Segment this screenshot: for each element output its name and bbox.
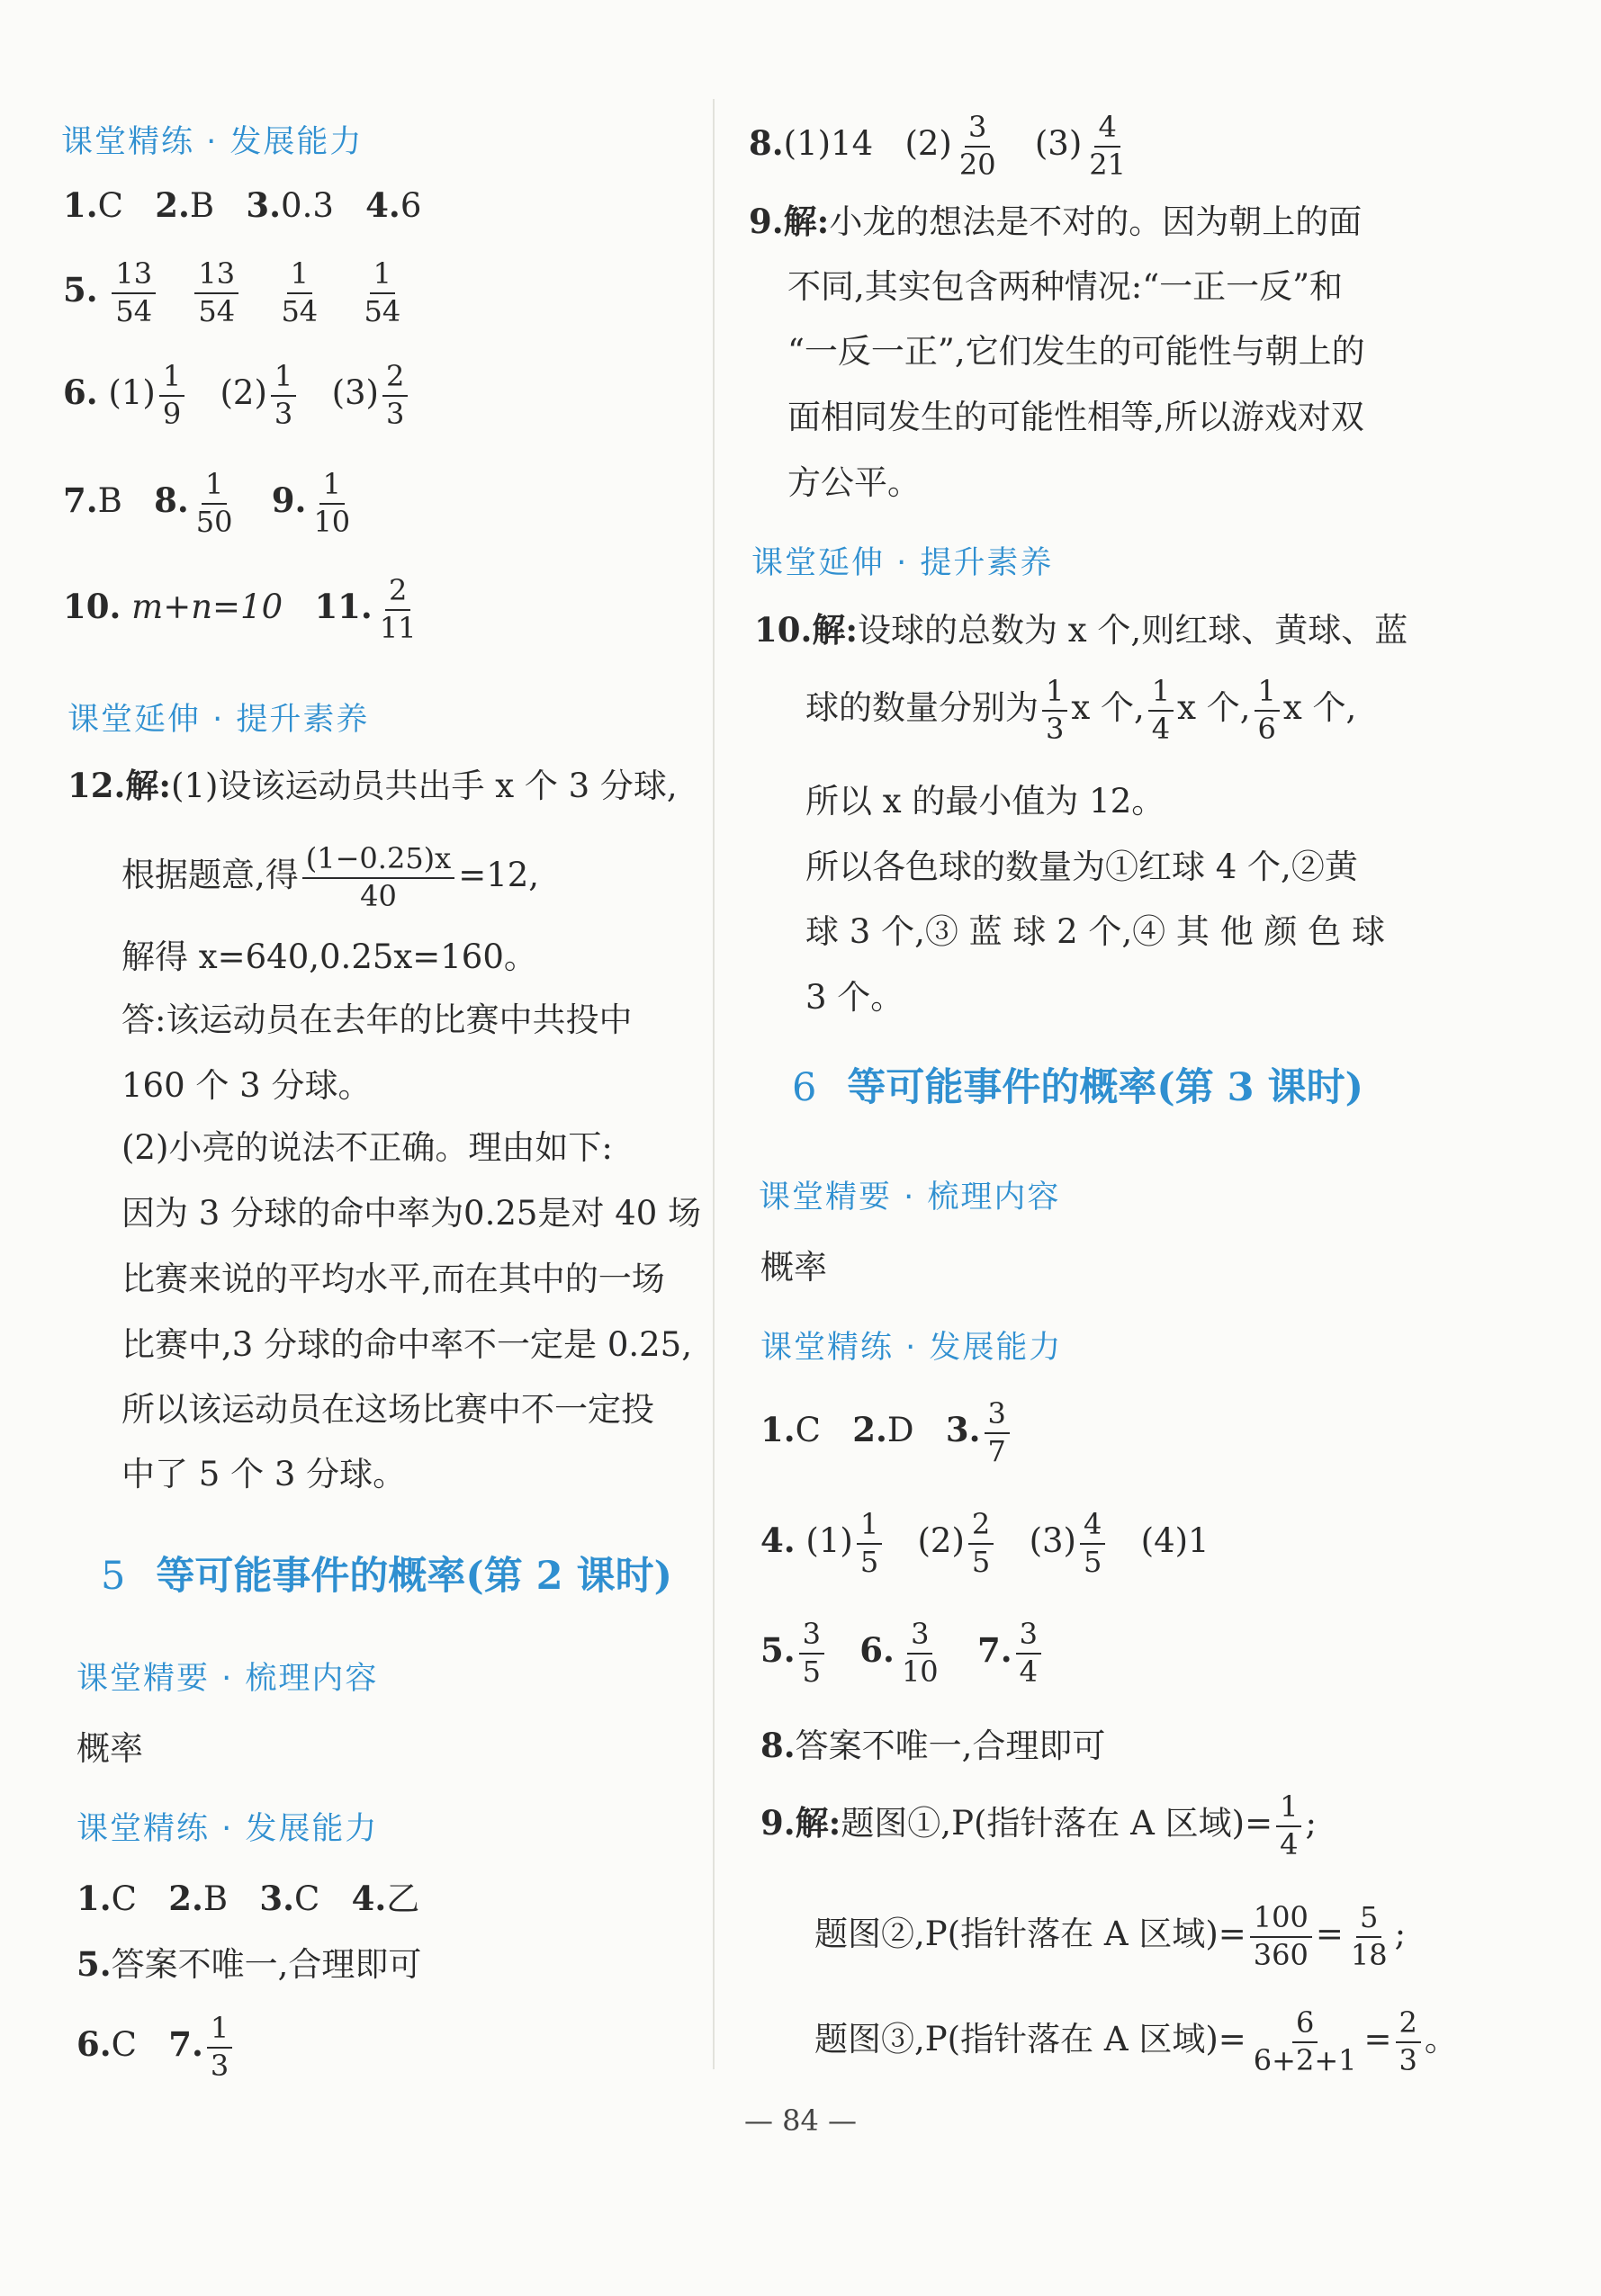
question-text: 题图③,P(指针落在 A 区域)= $\frac{6}{6+2+1}$ = $\frac{2}{3}$ 。	[814, 2005, 1458, 2077]
fraction: $\frac{1}{4}$	[1276, 1792, 1301, 1860]
fraction: $\frac{13}{54}$	[194, 259, 238, 327]
question-text: 解得 x=640,0.25x=160。	[121, 937, 537, 976]
section-heading: 课堂延伸 · 提升素养	[67, 702, 370, 738]
answer-line: 5. $\frac{13}{54}$ $\frac{13}{54}$ $\frac{1}{54}$ $\frac{1}{54}$	[63, 259, 408, 327]
answer-text: 概率	[760, 1248, 827, 1287]
question-text: 球 3 个,③ 蓝 球 2 个,④ 其 他 颜 色 球	[805, 912, 1385, 951]
section-heading: 课堂精要 · 梳理内容	[759, 1179, 1061, 1215]
fraction: $\frac{1}{3}$	[207, 2013, 232, 2081]
section-heading: 课堂精练 · 发展能力	[76, 1811, 379, 1847]
fraction: $\frac{2}{3}$	[382, 362, 408, 429]
question-text: 答:该运动员在去年的比赛中共投中	[121, 1000, 633, 1039]
fraction: $\frac{(1-0.25)x}{40}$	[302, 844, 454, 911]
fraction: $\frac{3}{4}$	[1016, 1619, 1041, 1687]
question-text: 比赛中,3 分球的命中率不一定是 0.25,	[121, 1325, 692, 1364]
question-text: (2)小亮的说法不正确。理由如下:	[121, 1128, 613, 1167]
fraction: $\frac{1}{54}$	[364, 256, 401, 328]
answer-line: 5. $\frac{3}{5}$ 6. $\frac{3}{10}$ 7. $\frac{3}{4}$	[760, 1619, 1045, 1687]
question-text: 12.解:(1)设该运动员共出手 x 个 3 分球,	[67, 766, 678, 805]
question-text: 题图②,P(指针落在 A 区域)= $\frac{100}{360}$ = $\frac{5}{18}$ ;	[814, 1900, 1407, 1972]
question-text: 10.解:设球的总数为 x 个,则红球、黄球、蓝	[754, 610, 1408, 650]
fraction: $\frac{2}{5}$	[968, 1510, 994, 1577]
fraction: $\frac{5}{18}$	[1350, 1900, 1388, 1972]
fraction: $\frac{6}{6+2+1}$	[1253, 2005, 1357, 2077]
fraction: $\frac{3}{20}$	[958, 110, 996, 182]
fraction: $\frac{4}{5}$	[1080, 1510, 1105, 1577]
answer-line: 6.C 7. $\frac{1}{3}$	[76, 2013, 236, 2081]
question-text: 中了 5 个 3 分球。	[121, 1455, 407, 1493]
question-text: 9.解:题图①,P(指针落在 A 区域)= $\frac{1}{4}$ ;	[760, 1789, 1317, 1861]
question-text: 160 个 3 分球。	[121, 1066, 372, 1105]
fraction: $\frac{4}{21}$	[1089, 110, 1127, 182]
answer-line: 8.(1)14 (2) $\frac{3}{20}$ (3) $\frac{4}{21}$	[749, 112, 1133, 180]
section-heading: 课堂精练 · 发展能力	[760, 1330, 1063, 1366]
column-divider	[713, 99, 715, 2069]
fraction: $\frac{100}{360}$	[1250, 1903, 1312, 1970]
fraction: $\frac{1}{4}$	[1148, 677, 1174, 744]
answer-line: 10. m+n=10 11. $\frac{2}{11}$	[63, 576, 424, 643]
fraction: $\frac{3}{5}$	[799, 1619, 824, 1687]
answer-line: 1.C 2.D 3. $\frac{3}{7}$	[760, 1399, 1013, 1466]
section-heading: 课堂延伸 · 提升素养	[751, 545, 1054, 581]
answer-text: 概率	[76, 1729, 143, 1768]
answer-line: 5.答案不唯一,合理即可	[76, 1944, 422, 1984]
question-text: 不同,其实包含两种情况:“一正一反”和	[787, 267, 1344, 306]
fraction: $\frac{2}{11}$	[379, 573, 417, 645]
fraction: $\frac{2}{3}$	[1396, 2008, 1421, 2076]
fraction: $\frac{1}{9}$	[159, 362, 184, 429]
question-text: 因为 3 分球的命中率为0.25是对 40 场	[121, 1194, 702, 1233]
fraction: $\frac{1}{5}$	[857, 1510, 882, 1577]
answer-line: 6. (1) $\frac{1}{9}$ (2) $\frac{1}{3}$ (3) $\frac{2}{3}$	[63, 362, 411, 429]
fraction: $\frac{3}{10}$	[901, 1617, 939, 1689]
question-text: 比赛来说的平均水平,而在其中的一场	[121, 1260, 665, 1298]
chapter-heading: 6 等可能事件的概率(第 3 课时)	[792, 1065, 1363, 1110]
answer-line: 4. (1) $\frac{1}{5}$ (2) $\frac{2}{5}$ (3) $\frac{4}{5}$ (4)1	[760, 1507, 1210, 1579]
question-text: 面相同发生的可能性相等,所以游戏对双	[787, 398, 1364, 436]
question-text: 方公平。	[787, 463, 921, 502]
fraction: $\frac{3}{7}$	[985, 1399, 1010, 1466]
question-text: 根据题意,得 $\frac{(1-0.25)x}{40}$ =12,	[121, 841, 540, 913]
question-text: “一反一正”,它们发生的可能性与朝上的	[787, 332, 1365, 371]
fraction: $\frac{1}{3}$	[271, 362, 296, 429]
fraction: $\frac{1}{6}$	[1255, 677, 1280, 744]
answer-line: 8.答案不唯一,合理即可	[760, 1726, 1106, 1765]
chapter-heading: 5 等可能事件的概率(第 2 课时)	[101, 1554, 672, 1599]
section-heading: 课堂精练 · 发展能力	[61, 124, 364, 160]
fraction: $\frac{1}{54}$	[281, 256, 319, 328]
question-text: 所以该运动员在这场比赛中不一定投	[121, 1390, 654, 1429]
question-text: 球的数量分别为 $\frac{1}{3}$ x 个, $\frac{1}{4}$ x 个, $\frac{1}{6}$ x 个,	[805, 674, 1357, 746]
fraction: $\frac{1}{3}$	[1042, 677, 1067, 744]
question-text: 所以各色球的数量为①红球 4 个,②黄	[805, 848, 1358, 886]
fraction: $\frac{13}{54}$	[112, 259, 156, 327]
question-text: 9.解:小龙的想法是不对的。因为朝上的面	[749, 202, 1363, 241]
question-text: 所以 x 的最小值为 12。	[805, 782, 1165, 821]
fraction: $\frac{1}{50}$	[195, 467, 233, 539]
answer-line: 1.C 2.B 3.C 4.乙	[76, 1879, 420, 1918]
answer-line: 1.C 2.B 3.0.3 4.6	[63, 185, 422, 225]
question-text: 3 个。	[805, 978, 904, 1017]
section-heading: 课堂精要 · 梳理内容	[76, 1661, 379, 1697]
fraction: $\frac{1}{10}$	[313, 467, 351, 539]
page-number: — 84 —	[743, 2103, 858, 2138]
answer-line: 7.B 8. $\frac{1}{50}$ 9. $\frac{1}{10}$	[63, 470, 357, 537]
